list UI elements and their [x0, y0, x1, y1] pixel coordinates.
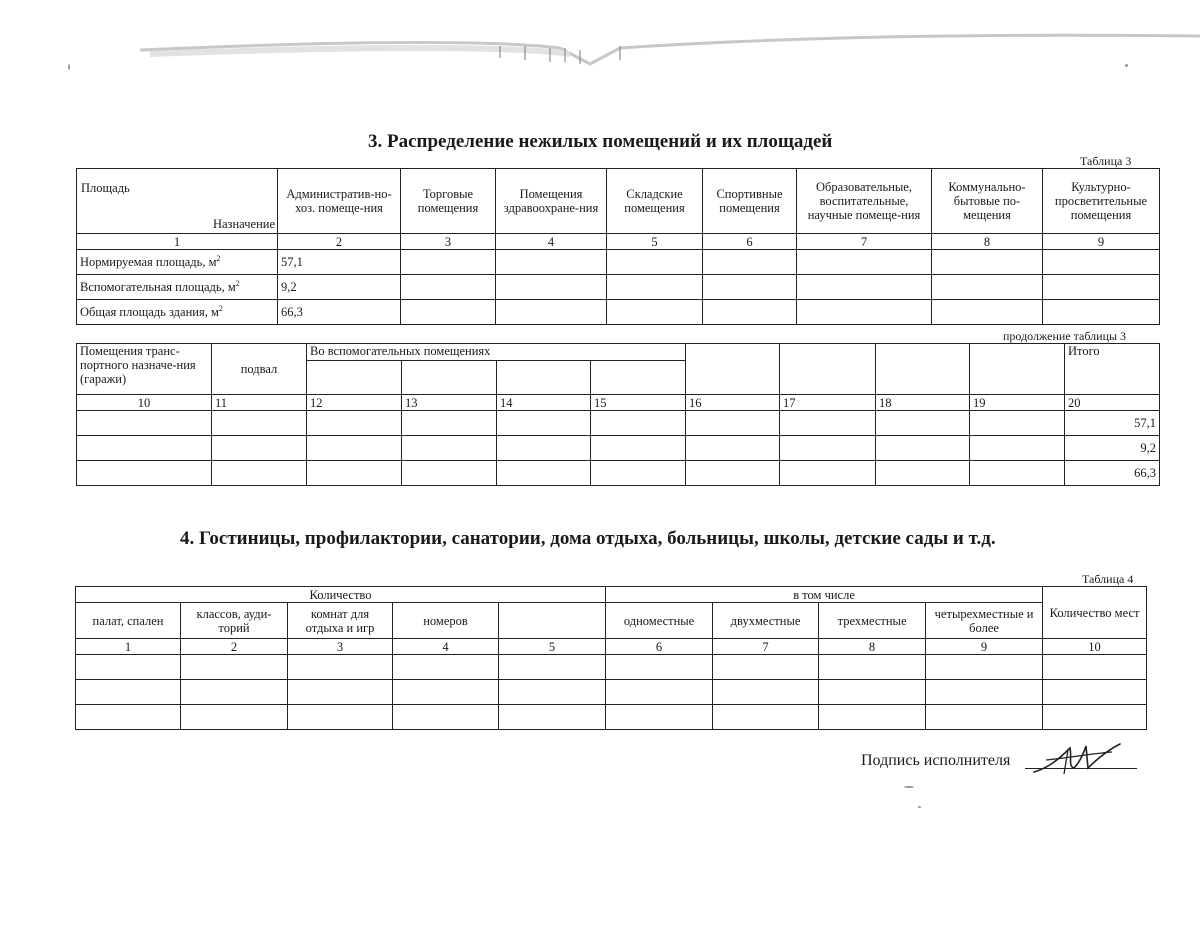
corner-label-area: Площадь — [81, 181, 130, 195]
scan-speck — [68, 64, 70, 70]
t3-col-number: 4 — [496, 234, 607, 250]
header-places: Количество мест — [1043, 587, 1147, 639]
t4-subheader: номеров — [393, 603, 499, 639]
cell-value — [797, 275, 932, 300]
t4-subheader: палат, спален — [76, 603, 181, 639]
total-value: 9,2 — [1065, 436, 1160, 461]
section4-title: 4. Гостиницы, профилактории, санатории, дома отдыха, больницы, школы, детские сады и т.д. — [180, 528, 996, 549]
table3 — [76, 168, 1160, 325]
t4-subheader: четырехместные и более — [926, 603, 1043, 639]
header-quantity: Количество — [76, 587, 606, 603]
t3c-col-number: 15 — [591, 395, 686, 411]
header-empty — [307, 361, 402, 395]
t3c-col-number: 16 — [686, 395, 780, 411]
cell-value — [607, 275, 703, 300]
table3-continuation — [76, 343, 1160, 486]
header-empty — [686, 344, 780, 395]
t3c-col-number: 17 — [780, 395, 876, 411]
table4-caption: Таблица 4 — [1082, 572, 1134, 586]
t3c-col-number: 11 — [212, 395, 307, 411]
cell-value — [401, 300, 496, 325]
header-empty — [780, 344, 876, 395]
cell-value: 57,1 — [278, 250, 401, 275]
t3-col-number: 2 — [278, 234, 401, 250]
t3-col-number: 9 — [1043, 234, 1160, 250]
t3c-col-number: 10 — [77, 395, 212, 411]
header-basement: подвал — [212, 344, 307, 395]
table-row — [77, 300, 1160, 325]
cell-value — [932, 300, 1043, 325]
row-label — [77, 275, 278, 300]
t4-subheader: трехместные — [819, 603, 926, 639]
signature-label: Подпись исполнителя — [861, 752, 1011, 769]
row-label-text: Общая площадь здания, м — [80, 305, 219, 319]
unit-superscript: 2 — [235, 278, 240, 288]
table-row — [76, 705, 1147, 730]
table-row — [76, 680, 1147, 705]
header-total: Итого — [1065, 344, 1160, 395]
t4-col-number: 5 — [499, 639, 606, 655]
cell-value: 66,3 — [278, 300, 401, 325]
table3-corner-cell — [77, 169, 278, 234]
scan-edge-artifact — [60, 28, 1200, 68]
unit-superscript: 2 — [218, 303, 223, 313]
t3-col-number: 3 — [401, 234, 496, 250]
t3c-col-number: 20 — [1065, 395, 1160, 411]
t4-col-number: 7 — [713, 639, 819, 655]
table3-caption: Таблица 3 — [1080, 154, 1132, 168]
t4-col-number: 6 — [606, 639, 713, 655]
header-empty — [591, 361, 686, 395]
table-row — [77, 250, 1160, 275]
t4-col-number: 8 — [819, 639, 926, 655]
t4-subheader: комнат для отдыха и игр — [288, 603, 393, 639]
total-value: 66,3 — [1065, 461, 1160, 486]
t4-col-number: 9 — [926, 639, 1043, 655]
t3c-col-number: 12 — [307, 395, 402, 411]
total-value: 57,1 — [1065, 411, 1160, 436]
table-row — [77, 461, 1160, 486]
t3c-col-number: 18 — [876, 395, 970, 411]
t3-col-number: 5 — [607, 234, 703, 250]
t3-header: Образовательные, воспитательные, научные помеще-ния — [797, 169, 932, 234]
header-empty — [970, 344, 1065, 395]
cell-value — [496, 275, 607, 300]
cell-value — [1043, 300, 1160, 325]
t3-header: Коммунально-бытовые по-мещения — [932, 169, 1043, 234]
scan-speck — [904, 786, 914, 788]
t3-header: Культурно-просветительные помещения — [1043, 169, 1160, 234]
section3-title: 3. Распределение нежилых помещений и их площадей — [368, 131, 833, 152]
cell-value — [496, 300, 607, 325]
cell-value: 9,2 — [278, 275, 401, 300]
t3-header: Помещения здравоохране-ния — [496, 169, 607, 234]
t3-col-number: 1 — [77, 234, 278, 250]
scan-speck — [918, 806, 921, 808]
t4-col-number: 1 — [76, 639, 181, 655]
row-label-text: Вспомогательная площадь, м — [80, 280, 236, 294]
cell-value — [607, 300, 703, 325]
t3-col-number: 7 — [797, 234, 932, 250]
t4-col-number: 3 — [288, 639, 393, 655]
table-row — [77, 275, 1160, 300]
cell-value — [703, 300, 797, 325]
table3-continuation-caption: продолжение таблицы 3 — [1003, 329, 1127, 343]
cell-value — [932, 275, 1043, 300]
header-including: в том числе — [606, 587, 1043, 603]
table4 — [75, 586, 1147, 730]
cell-value — [401, 250, 496, 275]
signature-scribble — [1028, 738, 1128, 778]
cell-value — [1043, 275, 1160, 300]
header-transport: Помещения транс-портного назначе-ния (гаражи) — [77, 344, 212, 395]
row-label — [77, 300, 278, 325]
table-row — [77, 436, 1160, 461]
cell-value — [797, 300, 932, 325]
t4-col-number: 10 — [1043, 639, 1147, 655]
t3-col-number: 6 — [703, 234, 797, 250]
table-row — [77, 411, 1160, 436]
row-label-text: Нормируемая площадь, м — [80, 255, 217, 269]
cell-value — [797, 250, 932, 275]
t3c-col-number: 19 — [970, 395, 1065, 411]
t4-col-number: 2 — [181, 639, 288, 655]
t3c-col-number: 14 — [497, 395, 591, 411]
t3-header: Торговые помещения — [401, 169, 496, 234]
cell-value — [703, 275, 797, 300]
cell-value — [1043, 250, 1160, 275]
t3-col-number: 8 — [932, 234, 1043, 250]
t3-header: Складские помещения — [607, 169, 703, 234]
t3-header: Административ-но-хоз. помеще-ния — [278, 169, 401, 234]
t3-header: Спортивные помещения — [703, 169, 797, 234]
cell-value — [401, 275, 496, 300]
t4-subheader: двухместные — [713, 603, 819, 639]
scan-speck — [1125, 64, 1128, 67]
t3c-col-number: 13 — [402, 395, 497, 411]
cell-value — [703, 250, 797, 275]
t4-subheader: классов, ауди-торий — [181, 603, 288, 639]
header-auxiliary: Во вспомогательных помещениях — [307, 344, 686, 361]
unit-superscript: 2 — [216, 253, 221, 263]
corner-label-purpose: Назначение — [212, 217, 275, 231]
t4-subheader — [499, 603, 606, 639]
t4-col-number: 4 — [393, 639, 499, 655]
cell-value — [607, 250, 703, 275]
header-empty — [876, 344, 970, 395]
header-empty — [402, 361, 497, 395]
header-empty — [497, 361, 591, 395]
cell-value — [496, 250, 607, 275]
t4-subheader: одноместные — [606, 603, 713, 639]
table-row — [76, 655, 1147, 680]
cell-value — [932, 250, 1043, 275]
row-label — [77, 250, 278, 275]
